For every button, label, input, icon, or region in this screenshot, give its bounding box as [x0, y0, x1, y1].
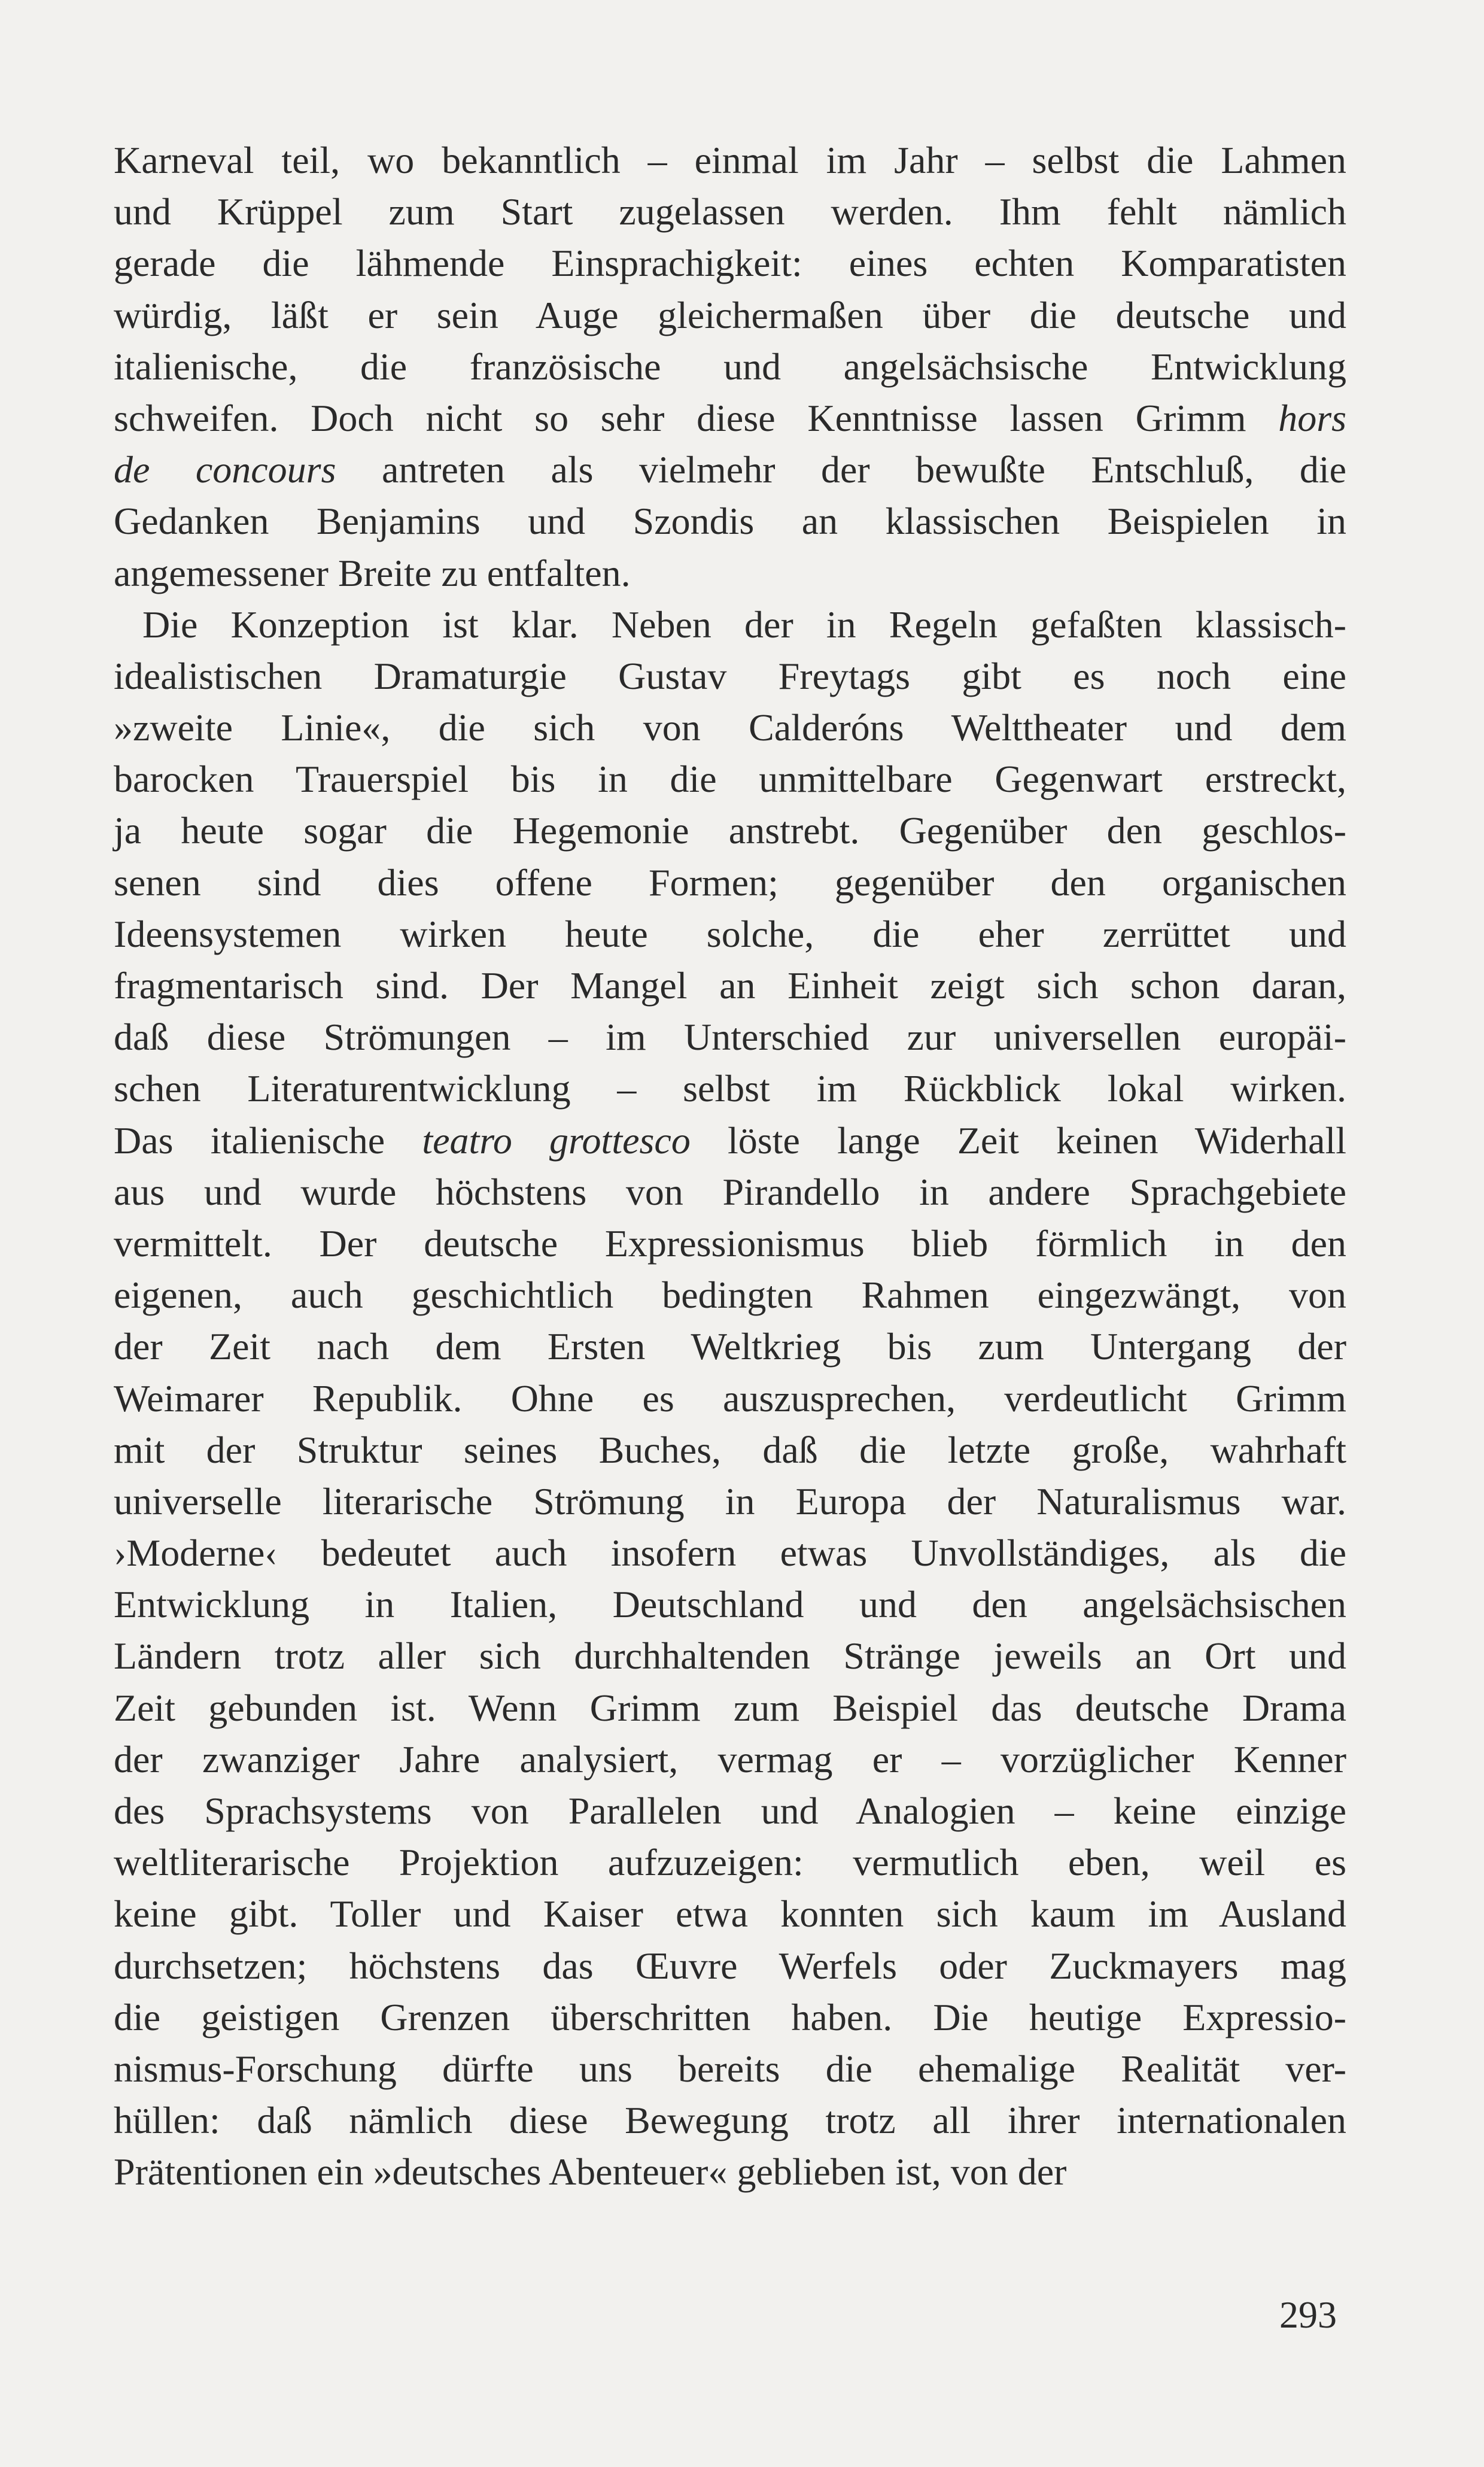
italic-phrase: teatro grottesco [422, 1119, 691, 1162]
text-line: Gedanken Benjamins und Szondis an klassischen Beispielen in [114, 500, 1346, 543]
body-text [114, 135, 1346, 2198]
text-line: hüllen: daß nämlich diese Bewegung trotz all ihrer internationalen [114, 2099, 1346, 2142]
text-line: barocken Trauerspiel bis in die unmittelbare Gegenwart erstreckt, [114, 758, 1346, 801]
text-line: der zwanziger Jahre analysiert, vermag er – vorzüglicher Kenner [114, 1737, 1346, 1781]
text-line: ja heute sogar die Hegemonie anstrebt. Gegenüber den geschlos- [114, 809, 1346, 852]
text-line: und Krüppel zum Start zugelassen werden. Ihm fehlt nämlich [114, 190, 1346, 233]
text-line: de concours antreten als vielmehr der bewußte Entschluß, die [114, 448, 1346, 491]
text-line: durchsetzen; höchstens das Œuvre Werfels oder Zuckmayers mag [114, 1944, 1346, 1987]
text-line: eigenen, auch geschichtlich bedingten Rahmen eingezwängt, von [114, 1274, 1346, 1317]
text-line: Ideensystemen wirken heute solche, die eher zerrüttet und [114, 912, 1346, 955]
text-line: schweifen. Doch nicht so sehr diese Kenntnisse lassen Grimm hors [114, 396, 1346, 439]
text-line: fragmentarisch sind. Der Mangel an Einheit zeigt sich schon daran, [114, 964, 1346, 1007]
text-line: senen sind dies offene Formen; gegenüber den organischen [114, 861, 1346, 904]
text-line: Weimarer Republik. Ohne es auszusprechen, verdeutlicht Grimm [114, 1377, 1346, 1420]
text-line: daß diese Strömungen – im Unterschied zur universellen europäi- [114, 1016, 1346, 1059]
text-line: mit der Struktur seines Buches, daß die letzte große, wahrhaft [114, 1428, 1346, 1471]
text-line: gerade die lähmende Einsprachigkeit: eines echten Komparatisten [114, 242, 1346, 285]
text-line: vermittelt. Der deutsche Expressionismus blieb förmlich in den [114, 1222, 1346, 1265]
text-line: aus und wurde höchstens von Pirandello in andere Sprachgebiete [114, 1170, 1346, 1213]
text-line: Ländern trotz aller sich durchhaltenden Stränge jeweils an Ort und [114, 1634, 1346, 1678]
italic-phrase: hors [1278, 396, 1346, 439]
text-line: der Zeit nach dem Ersten Weltkrieg bis zum Untergang der [114, 1325, 1346, 1368]
text-line: nismus-Forschung dürfte uns bereits die ehemalige Realität ver- [114, 2047, 1346, 2090]
text-line: Das italienische teatro grottesco löste lange Zeit keinen Widerhall [114, 1119, 1347, 1162]
text-line: italienische, die französische und angelsächsische Entwicklung [114, 345, 1346, 388]
text-line: universelle literarische Strömung in Europa der Naturalismus war. [114, 1479, 1346, 1523]
text-line: keine gibt. Toller und Kaiser etwa konnten sich kaum im Ausland [114, 1892, 1346, 1936]
text-line: Entwicklung in Italien, Deutschland und den angelsächsischen [114, 1583, 1346, 1626]
text-line: ›Moderne‹ bedeutet auch insofern etwas Unvollständiges, als die [114, 1532, 1346, 1575]
text-line: Die Konzeption ist klar. Neben der in Regeln gefaßten klassisch- [142, 603, 1346, 646]
text-line: Prätentionen ein »deutsches Abenteuer« geblieben ist, von der [114, 2150, 1067, 2193]
text-line: Karneval teil, wo bekanntlich – einmal im Jahr – selbst die Lahmen [114, 139, 1346, 181]
text-line: angemessener Breite zu entfalten. [114, 551, 631, 594]
text-line: die geistigen Grenzen überschritten haben. Die heutige Expressio- [114, 1995, 1346, 2038]
text-line: idealistischen Dramaturgie Gustav Freytags gibt es noch eine [114, 654, 1346, 697]
text-line: würdig, läßt er sein Auge gleichermaßen über die deutsche und [114, 293, 1346, 336]
text-line: schen Literaturentwicklung – selbst im Rückblick lokal wirken. [114, 1067, 1346, 1110]
text-line: Zeit gebunden ist. Wenn Grimm zum Beispiel das deutsche Drama [114, 1686, 1346, 1729]
page-number: 293 [1279, 2293, 1337, 2336]
text-line: »zweite Linie«, die sich von Calderóns Welttheater und dem [114, 706, 1346, 749]
italic-phrase: de concours [114, 448, 336, 491]
text-line: des Sprachsystems von Parallelen und Analogien – keine einzige [114, 1790, 1346, 1832]
text-line: weltliterarische Projektion aufzuzeigen: vermutlich eben, weil es [114, 1841, 1346, 1884]
